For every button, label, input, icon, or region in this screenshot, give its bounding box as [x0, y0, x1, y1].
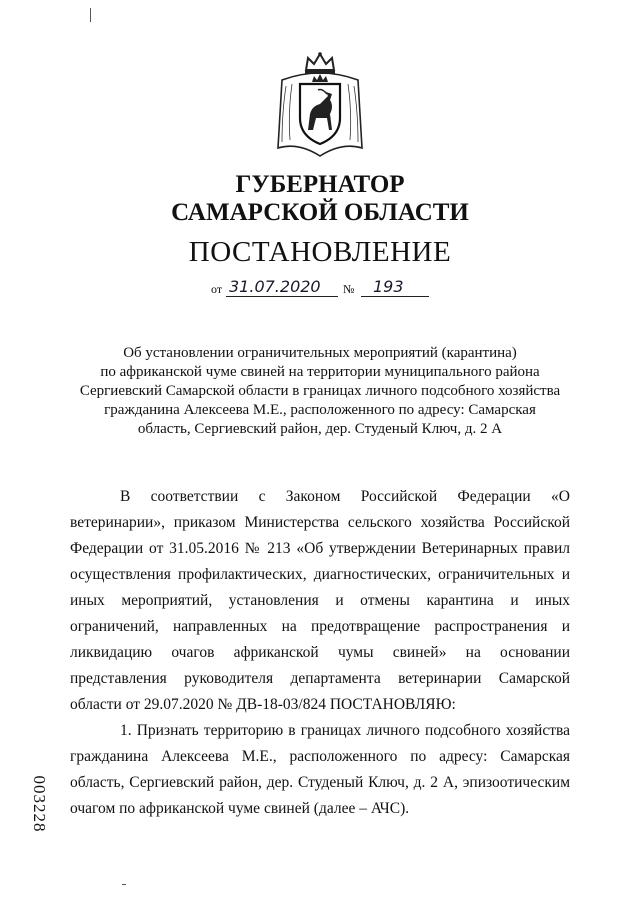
issuer-title-line2: САМАРСКОЙ ОБЛАСТИ: [171, 199, 469, 226]
scan-mark: [122, 884, 126, 885]
subject-line: Сергиевский Самарской области в границах личного подсобного хозяйства: [79, 383, 561, 399]
scan-mark: [90, 8, 91, 22]
coat-of-arms-icon: [272, 52, 368, 162]
margin-registration-stamp: 003228: [30, 775, 49, 833]
date-from-label: от: [211, 282, 223, 296]
issuer-title-line1: ГУБЕРНАТОР: [235, 171, 405, 198]
date-handwritten: 31.07.2020: [229, 277, 321, 296]
number-underline: [361, 296, 429, 297]
subject-line: по африканской чуме свиней на территории муниципального района: [100, 364, 540, 380]
document-subject: [70, 344, 570, 439]
subject-line: Об установлении ограничительных мероприятий (карантина): [123, 345, 517, 361]
subject-line: гражданина Алексеева М.Е., расположенного по адресу: Самарская: [104, 402, 536, 418]
date-underline: [226, 296, 338, 297]
date-number-line: [211, 278, 441, 302]
number-label: №: [343, 282, 355, 296]
subject-line: область, Сергиевский район, дер. Студеный Ключ, д. 2 А: [137, 421, 503, 437]
number-handwritten: 193: [373, 277, 404, 296]
body-paragraph-preamble: В соответствии с Законом Российской Федерации «О ветеринарии», приказом Министерства сельского хозяйства Российской Федерации от 31.05.2016 № 213 «Об утверждении Ветеринарных правил осуществления профилактических, диагностических, ограничительных и иных мероприятий, установления и отмены карантина и иных ограничений, направленных на предотвращение распространения и ликвидацию очагов африканской чумы свиней» на основании представления руководителя департамента ветеринарии Самарской области от 29.07.2020 № ДВ-18-03/824 ПОСТАНОВЛЯЮ:: [70, 488, 570, 713]
document-body: [70, 484, 570, 822]
body-paragraph-item-1: 1. Признать территорию в границах личного подсобного хозяйства гражданина Алексеева М.Е., расположенного по адресу: Самарская область, Сергиевский район, дер. Студеный Ключ, д. 2 А, эпизоотическим очагом по африканской чуме свиней (далее – АЧС).: [70, 722, 570, 817]
document-type-title: ПОСТАНОВЛЕНИЕ: [188, 236, 452, 268]
